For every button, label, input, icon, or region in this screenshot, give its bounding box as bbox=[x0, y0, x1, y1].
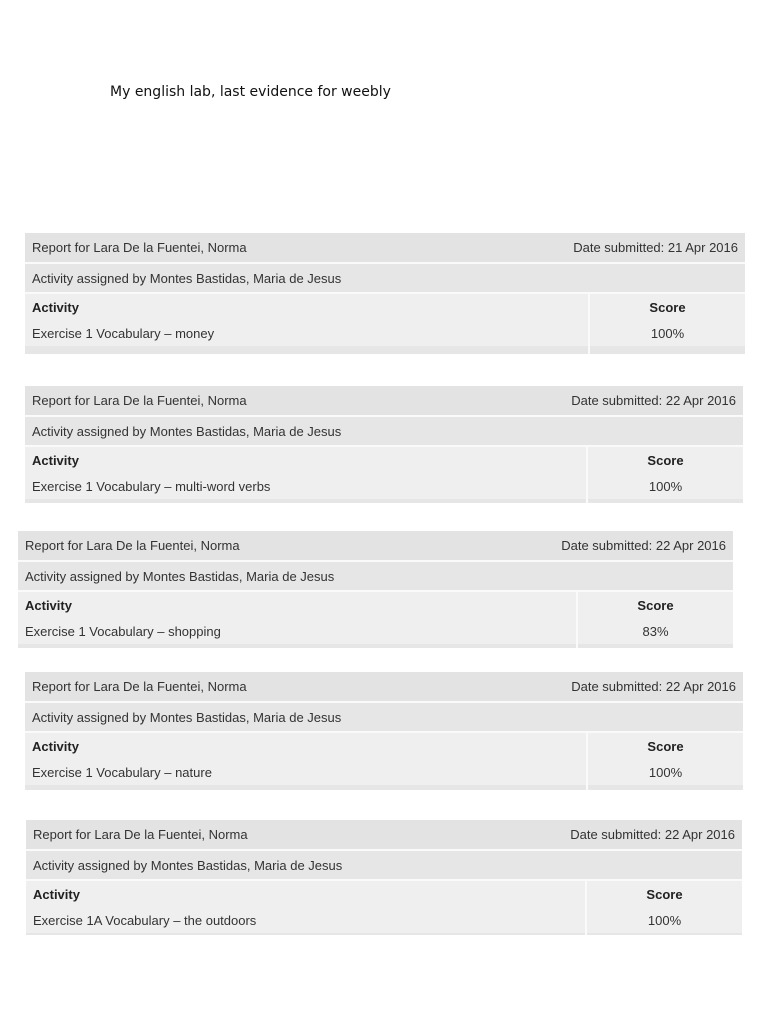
report-header bbox=[25, 233, 745, 262]
score-header: Score bbox=[646, 887, 683, 902]
activity-name: Exercise 1A Vocabulary – the outdoors bbox=[33, 913, 257, 928]
activity-column bbox=[25, 294, 590, 354]
activity-table bbox=[25, 292, 745, 354]
activity-name: Exercise 1 Vocabulary – money bbox=[32, 326, 215, 341]
row-divider bbox=[587, 933, 742, 935]
activity-table bbox=[26, 879, 742, 935]
date-submitted-text: Date submitted: 22 Apr 2016 bbox=[571, 679, 736, 694]
activity-table bbox=[25, 445, 743, 503]
activity-header: Activity bbox=[32, 739, 79, 754]
score-value: 83% bbox=[642, 624, 669, 639]
report-header bbox=[25, 672, 743, 701]
score-value: 100% bbox=[648, 479, 683, 494]
activity-table bbox=[25, 731, 743, 790]
activity-table bbox=[18, 590, 733, 648]
assigned-by-row bbox=[18, 560, 733, 590]
score-header: Score bbox=[647, 453, 684, 468]
row-divider bbox=[25, 785, 586, 790]
assigned-by-text: Activity assigned by Montes Bastidas, Maria de Jesus bbox=[32, 423, 342, 439]
activity-name: Exercise 1 Vocabulary – multi-word verbs bbox=[32, 479, 271, 494]
row-divider bbox=[26, 933, 585, 935]
report-for-text: Report for Lara De la Fuentei, Norma bbox=[32, 393, 247, 408]
report-for-text: Report for Lara De la Fuentei, Norma bbox=[32, 240, 247, 255]
date-submitted-text: Date submitted: 22 Apr 2016 bbox=[570, 827, 735, 842]
score-column bbox=[578, 592, 733, 648]
assigned-by-row bbox=[25, 262, 745, 292]
assigned-by-text: Activity assigned by Montes Bastidas, Maria de Jesus bbox=[33, 857, 343, 873]
report-card bbox=[18, 531, 733, 648]
score-value: 100% bbox=[647, 913, 682, 928]
date-submitted-text: Date submitted: 21 Apr 2016 bbox=[573, 240, 738, 255]
assigned-by-row bbox=[25, 415, 743, 445]
activity-name: Exercise 1 Vocabulary – shopping bbox=[25, 624, 221, 639]
assigned-by-text: Activity assigned by Montes Bastidas, Maria de Jesus bbox=[25, 568, 335, 584]
assigned-by-row bbox=[26, 849, 742, 879]
activity-column bbox=[26, 881, 587, 935]
report-for-text: Report for Lara De la Fuentei, Norma bbox=[32, 679, 247, 694]
report-header bbox=[18, 531, 733, 560]
score-header: Score bbox=[637, 598, 674, 613]
activity-header: Activity bbox=[25, 598, 72, 613]
score-column bbox=[588, 447, 743, 503]
assigned-by-text: Activity assigned by Montes Bastidas, Maria de Jesus bbox=[32, 270, 342, 286]
row-divider bbox=[25, 499, 586, 503]
row-divider bbox=[25, 346, 588, 354]
score-value: 100% bbox=[648, 765, 683, 780]
report-for-text: Report for Lara De la Fuentei, Norma bbox=[33, 827, 248, 842]
row-divider bbox=[590, 346, 745, 354]
activity-header: Activity bbox=[32, 453, 79, 468]
score-value: 100% bbox=[650, 326, 685, 341]
activity-column bbox=[18, 592, 578, 648]
report-header bbox=[25, 386, 743, 415]
row-divider bbox=[588, 785, 743, 790]
activity-column bbox=[25, 733, 588, 790]
score-header: Score bbox=[647, 739, 684, 754]
date-submitted-text: Date submitted: 22 Apr 2016 bbox=[571, 393, 736, 408]
report-for-text: Report for Lara De la Fuentei, Norma bbox=[25, 538, 240, 553]
assigned-by-text: Activity assigned by Montes Bastidas, Maria de Jesus bbox=[32, 709, 342, 725]
row-divider bbox=[18, 644, 576, 648]
assigned-by-row bbox=[25, 701, 743, 731]
report-card bbox=[26, 820, 742, 935]
score-column bbox=[590, 294, 745, 354]
report-card bbox=[25, 672, 743, 790]
date-submitted-text: Date submitted: 22 Apr 2016 bbox=[561, 538, 726, 553]
report-card bbox=[25, 386, 743, 503]
score-header: Score bbox=[649, 300, 686, 315]
activity-header: Activity bbox=[32, 300, 79, 315]
row-divider bbox=[578, 644, 733, 648]
activity-name: Exercise 1 Vocabulary – nature bbox=[32, 765, 212, 780]
score-column bbox=[588, 733, 743, 790]
activity-header: Activity bbox=[33, 887, 80, 902]
row-divider bbox=[588, 499, 743, 503]
score-column bbox=[587, 881, 742, 935]
report-card bbox=[25, 233, 745, 354]
document-title: My english lab, last evidence for weebly bbox=[110, 84, 391, 100]
activity-column bbox=[25, 447, 588, 503]
report-header bbox=[26, 820, 742, 849]
